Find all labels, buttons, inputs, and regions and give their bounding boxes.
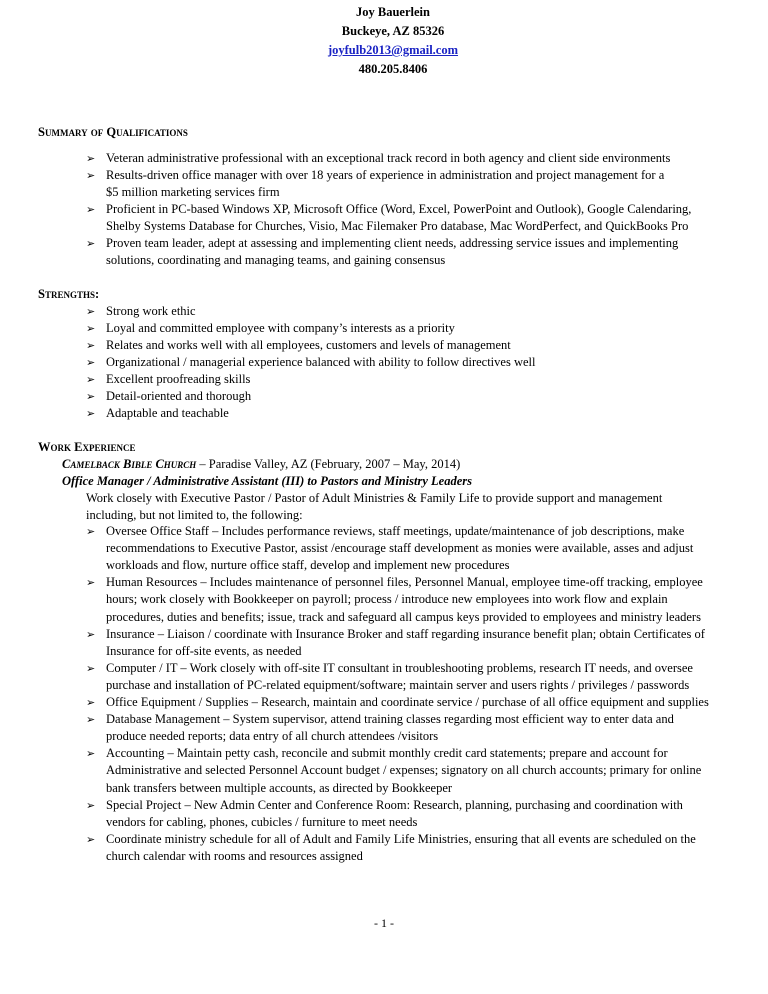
arrow-bullet-icon: ➢ (86, 339, 96, 352)
duty-item: Oversee Office Staff – Includes performance reviews, staff meetings, update/maintenance of job descriptions, make (106, 524, 685, 538)
duty-item: Human Resources – Includes maintenance of personnel files, Personnel Manual, employee time-off tracking, employee (106, 575, 703, 590)
qualification-item: solutions, coordinating and managing teams, and gaining consensus (106, 253, 446, 267)
job-intro-line: Work closely with Executive Pastor / Pastor of Adult Ministries & Family Life to provide support and management (86, 491, 663, 505)
strength-item: Excellent proofreading skills (106, 372, 251, 386)
arrow-bullet-icon: ➢ (86, 576, 96, 590)
arrow-bullet-icon: ➢ (86, 373, 96, 386)
arrow-bullet-icon: ➢ (86, 747, 96, 761)
duty-item: Insurance for off-site events, as needed (106, 643, 302, 658)
arrow-bullet-icon: ➢ (86, 322, 96, 335)
duty-item: Computer / IT – Work closely with off-site IT consultant in troubleshooting problems, research IT needs, and oversee (106, 660, 693, 675)
arrow-bullet-icon: ➢ (86, 798, 96, 812)
strength-item: Strong work ethic (106, 304, 196, 318)
qualification-item: Proven team leader, adept at assessing and implementing client needs, addressing service issues and implementing (106, 236, 679, 250)
duty-item: produce needed reports; data entry of all church attendees /visitors (106, 729, 439, 744)
phone: 480.205.8406 (358, 62, 428, 76)
qualification-item: Shelby Systems Database for Churches, Visio, Mac Filemaker Pro database, Mac WordPerfect, and QuickBooks Pro (106, 219, 689, 233)
page-number: - 1 - (374, 916, 394, 930)
arrow-bullet-icon: ➢ (86, 169, 96, 182)
duty-item: Special Project – New Admin Center and Conference Room: Research, planning, purchasing and coordination with (106, 797, 683, 812)
arrow-bullet-icon: ➢ (86, 525, 96, 538)
duty-item: purchase and installation of PC-related equipment/software; maintain server and users rights / privileges / passwords (106, 677, 690, 692)
employer-details: – Paradise Valley, AZ (February, 2007 – May, 2014) (196, 457, 461, 471)
strengths-heading: Strengths: (38, 287, 100, 301)
email-link[interactable]: joyfulb2013@gmail.com (327, 43, 459, 57)
location: Buckeye, AZ 85326 (341, 24, 445, 38)
arrow-bullet-icon: ➢ (86, 203, 96, 216)
qualification-item: Proficient in PC-based Windows XP, Microsoft Office (Word, Excel, PowerPoint and Outlook), Google Calendaring, (106, 202, 692, 216)
duty-item: hours; work closely with Bookkeeper on payroll; process / introduce new employees into work flow and explain (106, 592, 668, 607)
work-experience-heading: Work Experience (38, 440, 136, 454)
duty-item: church calendar with rooms and resources assigned (106, 848, 363, 863)
duty-item: recommendations to Executive Pastor, assist /encourage staff development as monies were available, asses and adjust (106, 541, 694, 556)
strength-item: Relates and works well with all employees, customers and levels of management (106, 338, 511, 352)
arrow-bullet-icon: ➢ (86, 152, 96, 165)
summary-heading: Summary of Qualifications (38, 125, 188, 139)
job-title: Office Manager / Administrative Assistant (III) to Pastors and Ministry Leaders (62, 474, 472, 488)
duty-item: Database Management – System supervisor, attend training classes regarding most efficient way to enter data and (106, 712, 674, 727)
arrow-bullet-icon: ➢ (86, 627, 96, 641)
duty-item: procedures, duties and benefits; issue, track and safeguard all campus keys provided to employees and ministry leaders (106, 609, 701, 624)
arrow-bullet-icon: ➢ (86, 356, 96, 369)
strength-item: Detail-oriented and thorough (106, 389, 252, 403)
duty-item: bank transfers between multiple accounts, as directed by Bookkeeper (106, 780, 453, 795)
strength-item: Adaptable and teachable (106, 406, 229, 420)
arrow-bullet-icon: ➢ (86, 390, 96, 403)
strength-item: Loyal and committed employee with company’s interests as a priority (106, 321, 455, 335)
duty-item: Administrative and selected Personnel Account budget / expenses; signatory on all church accounts; primary for online (106, 763, 702, 778)
duty-item: vendors for cabling, phones, cubicles / furniture to meet needs (106, 814, 418, 829)
arrow-bullet-icon: ➢ (86, 407, 96, 420)
arrow-bullet-icon: ➢ (86, 713, 96, 727)
employer-name: Camelback Bible Church (62, 457, 197, 471)
job-intro-line: including, but not limited to, the following: (86, 508, 303, 522)
qualification-item: Results-driven office manager with over 18 years of experience in administration and project management for a (106, 168, 665, 182)
duty-item: workloads and flow, nurture office staff, develop and implement new procedures (106, 558, 510, 573)
duty-item: Office Equipment / Supplies – Research, maintain and coordinate service / purchase of all office equipment and supplies (106, 695, 709, 709)
arrow-bullet-icon: ➢ (86, 305, 96, 318)
duty-item: Coordinate ministry schedule for all of Adult and Family Life Ministries, ensuring that all events are scheduled on the (106, 831, 696, 846)
strength-item: Organizational / managerial experience balanced with ability to follow directives well (106, 355, 536, 369)
arrow-bullet-icon: ➢ (86, 832, 96, 846)
name: Joy Bauerlein (356, 5, 430, 19)
qualification-item: $5 million marketing services firm (106, 185, 280, 199)
arrow-bullet-icon: ➢ (86, 661, 96, 675)
arrow-bullet-icon: ➢ (86, 237, 96, 250)
employer-line (62, 456, 460, 473)
duty-item: Accounting – Maintain petty cash, reconcile and submit monthly credit card statements; prepare and account for (106, 746, 668, 761)
qualification-item: Veteran administrative professional with an exceptional track record in both agency and client side environments (106, 151, 671, 165)
arrow-bullet-icon: ➢ (86, 696, 96, 709)
duty-item: Insurance – Liaison / coordinate with Insurance Broker and staff regarding insurance benefit plan; obtain Certificates of (106, 626, 705, 641)
